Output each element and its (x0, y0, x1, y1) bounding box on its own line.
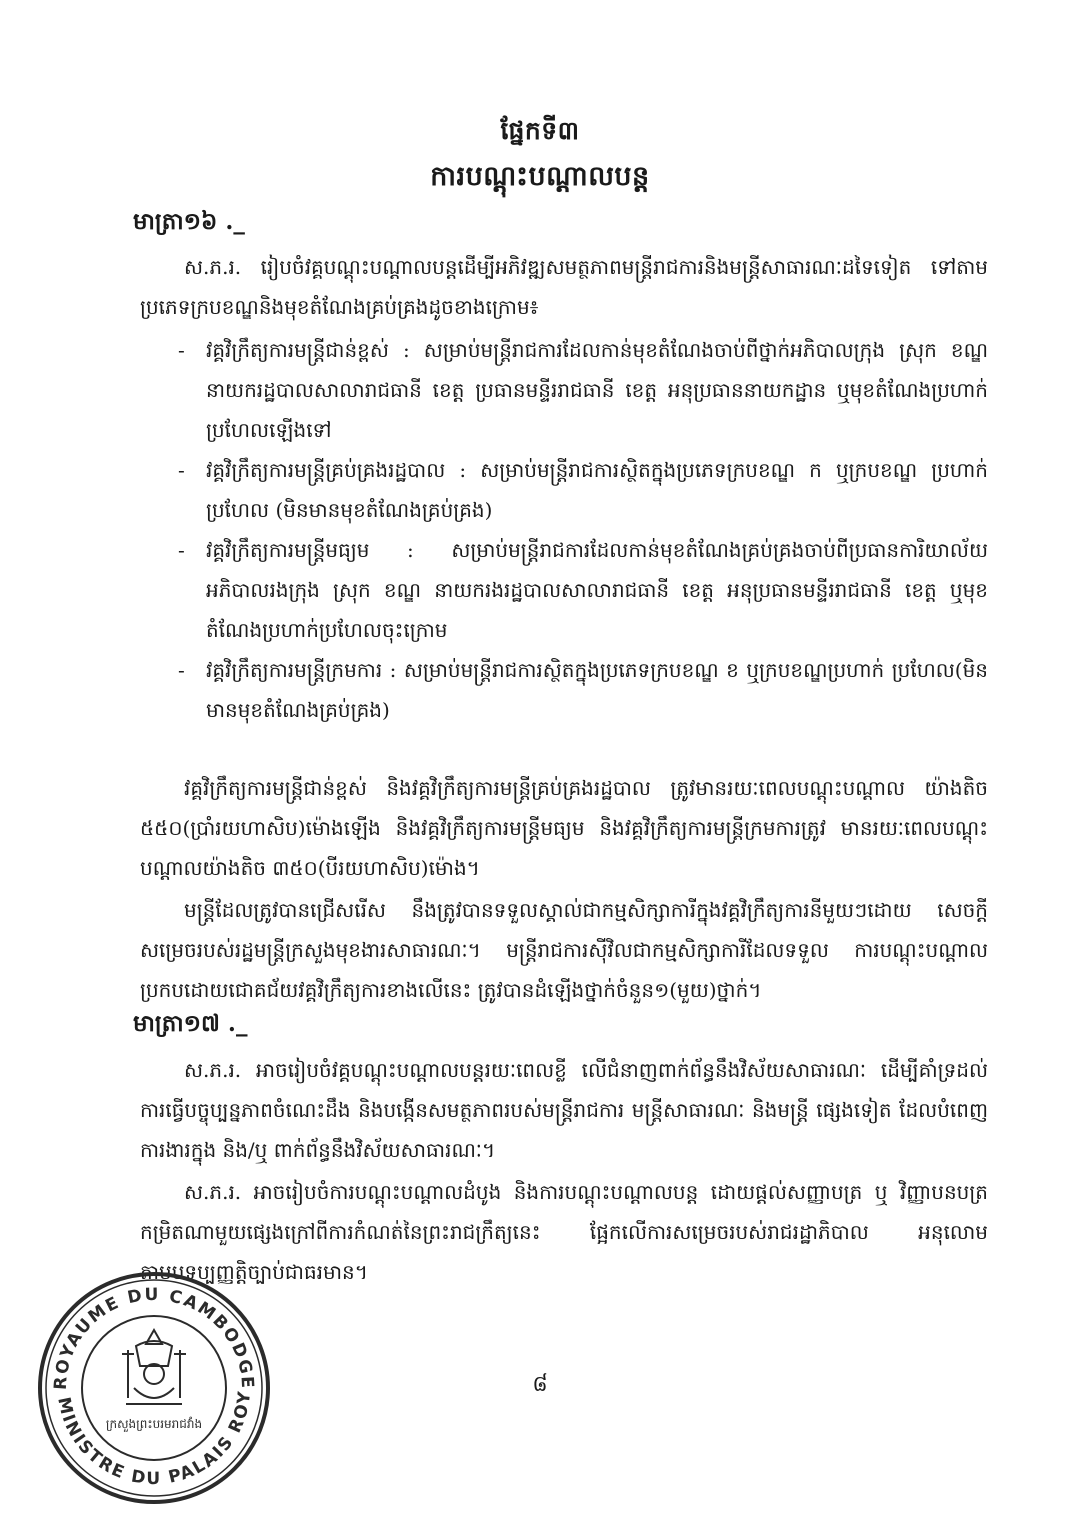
page-number: ៨ (532, 1372, 548, 1397)
dash-bullet: - (178, 658, 185, 682)
dash-bullet: - (178, 538, 185, 562)
list-item-text: វគ្គវិក្រឹត្យការមន្ត្រីមធ្យម : សម្រាប់មន្ត្រីរាជការដែលកាន់មុខតំណែងគ្រប់គ្រងចាប់ពីប្រធានការិយាល័យ អភិបាលរងក្រុង ស្រុក ខណ្ឌ នាយករងរដ្ឋបាលសាលារាជធានី ខេត្ត អនុប្រធានមន្ទីររាជធានី ខេត្ត ឬមុខតំណែងប្រហាក់ប្រហែលចុះក្រោម (206, 538, 988, 642)
list-item (178, 650, 988, 730)
list-item (178, 450, 988, 530)
section-title: ការបណ្តុះបណ្តាលបន្ត (430, 161, 650, 192)
list-item-text: វគ្គវិក្រឹត្យការមន្ត្រីគ្រប់គ្រងរដ្ឋបាល : សម្រាប់មន្ត្រីរាជការស្ថិតក្នុងប្រភេទក្របខណ្ឌ ក ឬក្របខណ្ឌ ប្រហាក់ប្រហែល (មិនមានមុខតំណែងគ្រប់គ្រង) (206, 458, 988, 522)
seal-top-text: ROYAUME DU CAMBODGE (50, 1284, 258, 1391)
list-item (178, 330, 988, 450)
royal-palace-seal (36, 1270, 272, 1506)
article-17-paragraph-2: ស.ភ.រ. អាចរៀបចំការបណ្តុះបណ្តាលដំបូង និងការបណ្តុះបណ្តាលបន្ត ដោយផ្តល់សញ្ញាបត្រ ឬ វិញ្ញាបនបត្រកម្រិតណាមួយផ្សេងក្រៅពីការកំណត់នៃព្រះរាជក្រឹត្យនេះ ផ្អែកលើការសម្រេចរបស់រាជរដ្ឋាភិបាល អនុលោមតាមបទប្បញ្ញត្តិច្បាប់ជាធរមាន។ (140, 1180, 988, 1284)
list-item-text: វគ្គវិក្រឹត្យការមន្ត្រីជាន់ខ្ពស់ : សម្រាប់មន្ត្រីរាជការដែលកាន់មុខតំណែងចាប់ពីថ្នាក់អភិបាលក្រុង ស្រុក ខណ្ឌ នាយករដ្ឋបាលសាលារាជធានី ខេត្ត ប្រធានមន្ទីររាជធានី ខេត្ត អនុប្រធាននាយកដ្ឋាន ឬមុខតំណែងប្រហាក់ប្រហែលឡើងទៅ (206, 338, 988, 442)
seal-bottom-text: MINISTRE DU PALAIS ROY (53, 1390, 256, 1490)
part-heading: ផ្នែកទី៣ (500, 116, 580, 145)
article-16-selection: មន្ត្រីដែលត្រូវបានជ្រើសរើស នឹងត្រូវបានទទួលស្គាល់ជាកម្មសិក្សាការីក្នុងវគ្គវិក្រឹត្យការនីមួយៗដោយ សេចក្តីសម្រេចរបស់រដ្ឋមន្ត្រីក្រសួងមុខងារសាធារណៈ។ មន្ត្រីរាជការស៊ីវិលជាកម្មសិក្សាការីដែលទទួល ការបណ្តុះបណ្តាលប្រកបដោយជោគជ័យវគ្គវិក្រឹត្យការខាងលើនេះ ត្រូវបានដំឡើងថ្នាក់ចំនួន១(មួយ)ថ្នាក់។ (140, 898, 988, 1002)
list-item (178, 530, 988, 650)
training-course-list (178, 330, 988, 730)
seal-inner-text: ក្រសួងព្រះបរមរាជវាំង (105, 1417, 203, 1431)
article-16-intro: ស.ភ.រ. រៀបចំវគ្គបណ្តុះបណ្តាលបន្តដើម្បីអភិវឌ្ឍសមត្ថភាពមន្ត្រីរាជការនិងមន្ត្រីសាធារណៈដទៃទៀត ទៅតាមប្រភេទក្របខណ្ឌនិងមុខតំណែងគ្រប់គ្រងដូចខាងក្រោម៖ (140, 255, 988, 319)
article-16-label: មាត្រា១៦ ._ (133, 208, 245, 235)
seal-icon (36, 1270, 272, 1506)
article-17-label: មាត្រា១៧ ._ (133, 1010, 248, 1037)
article-16-duration: វគ្គវិក្រឹត្យការមន្ត្រីជាន់ខ្ពស់ និងវគ្គវិក្រឹត្យការមន្ត្រីគ្រប់គ្រងរដ្ឋបាល ត្រូវមានរយៈពេលបណ្តុះបណ្តាល យ៉ាងតិច ៥៥០(ប្រាំរយហាសិប)ម៉ោងឡើង និងវគ្គវិក្រឹត្យការមន្ត្រីមធ្យម និងវគ្គវិក្រឹត្យការមន្ត្រីក្រមការត្រូវ មានរយៈពេលបណ្តុះបណ្តាលយ៉ាងតិច ៣៥០(បីរយហាសិប)ម៉ោង។ (140, 776, 988, 880)
article-17-paragraph-1: ស.ភ.រ. អាចរៀបចំវគ្គបណ្តុះបណ្តាលបន្តរយៈពេលខ្លី លើជំនាញពាក់ព័ន្ធនឹងវិស័យសាធារណៈ ដើម្បីគាំទ្រដល់ការធ្វើបច្ចុប្បន្នភាពចំណេះដឹង និងបង្កើនសមត្ថភាពរបស់មន្ត្រីរាជការ មន្ត្រីសាធារណៈ និងមន្ត្រី ផ្សេងទៀត ដែលបំពេញការងារក្នុង និង/ឬ ពាក់ព័ន្ធនឹងវិស័យសាធារណៈ។ (140, 1058, 988, 1162)
dash-bullet: - (178, 338, 185, 362)
list-item-text: វគ្គវិក្រឹត្យការមន្ត្រីក្រមការ : សម្រាប់មន្ត្រីរាជការស្ថិតក្នុងប្រភេទក្របខណ្ឌ ខ ឬក្របខណ្ឌប្រហាក់ ប្រហែល(មិនមានមុខតំណែងគ្រប់គ្រង) (206, 658, 988, 722)
dash-bullet: - (178, 458, 185, 482)
